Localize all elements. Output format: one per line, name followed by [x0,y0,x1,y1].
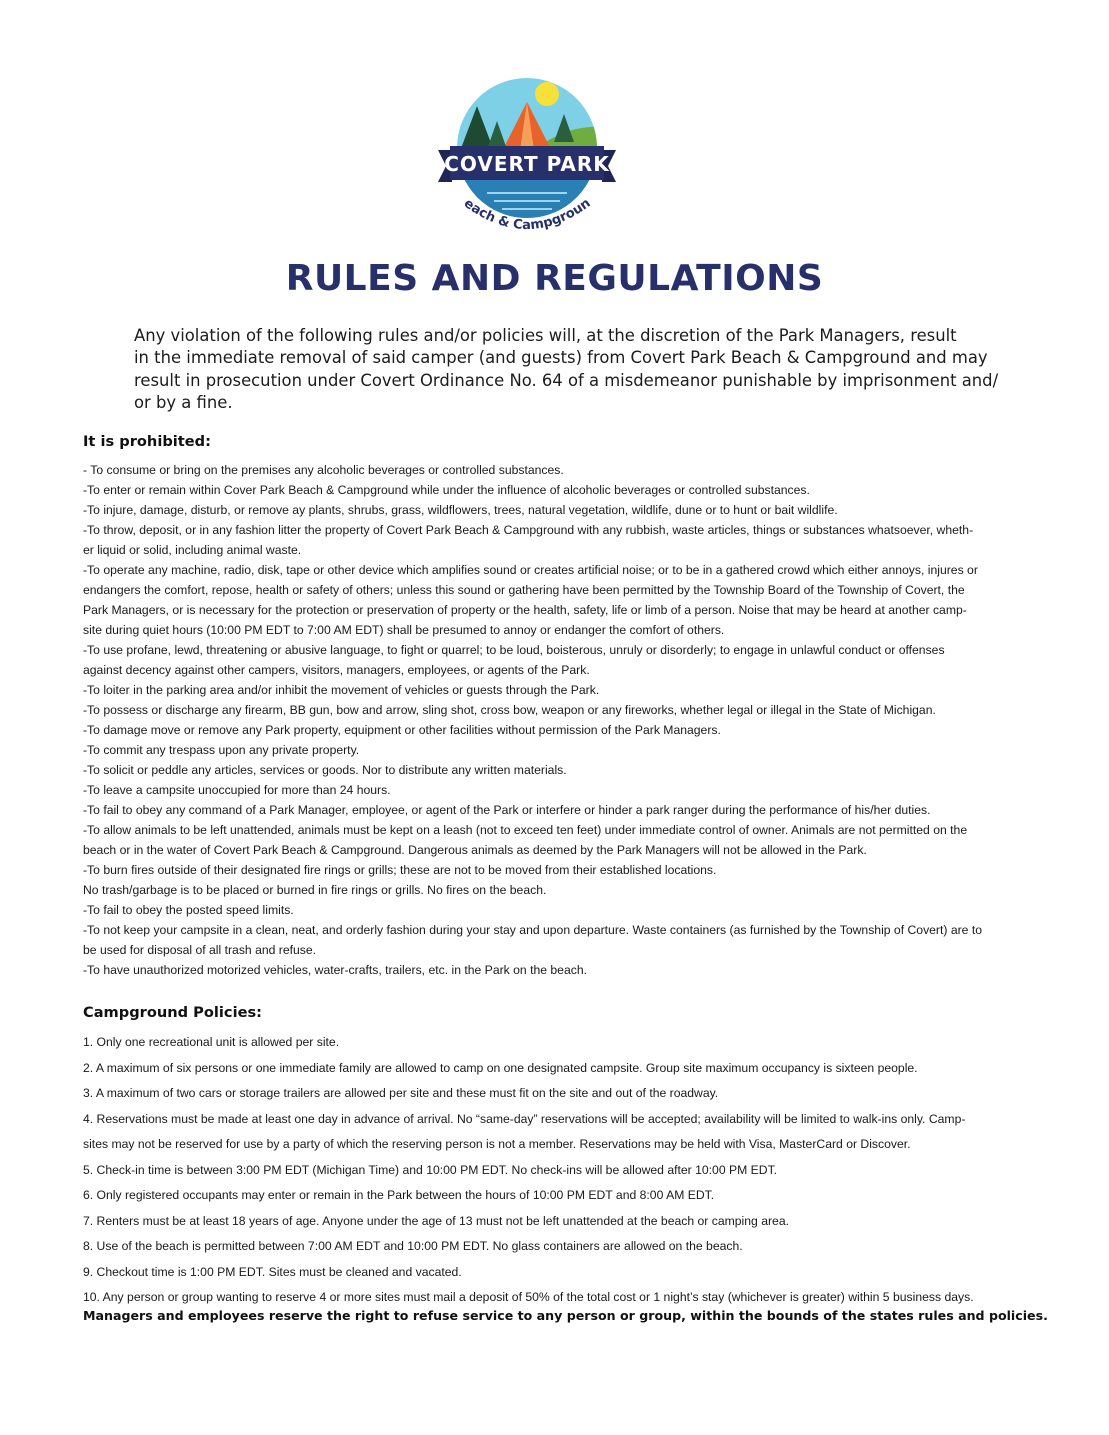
list-item: against decency against other campers, visitors, managers, employees, or agents of the Park. [83,663,590,677]
logo-tagline: each & Campgroun [460,195,594,234]
list-item: -To not keep your campsite in a clean, neat, and orderly fashion during your stay and upon departure. Waste containers (as furnished by the Township of Covert) are to [83,923,982,937]
page-title: RULES AND REGULATIONS [285,258,824,299]
list-item: -To loiter in the parking area and/or inhibit the movement of vehicles or guests through the Park. [83,683,600,697]
list-item: 2. A maximum of six persons or one immediate family are allowed to camp on one designated campsite. Group site maximum occupancy is sixteen people. [83,1060,918,1075]
list-item: be used for disposal of all trash and refuse. [83,943,317,957]
list-item: No trash/garbage is to be placed or burned in fire rings or grills. No fires on the beach. [83,883,547,897]
list-item: sites may not be reserved for use by a party of which the reserving person is not a member. Reservations may be held with Visa, MasterCard or Discover. [83,1137,911,1151]
list-item: -To have unauthorized motorized vehicles, water-crafts, trailers, etc. in the Park on the beach. [83,963,587,977]
list-item: - To consume or bring on the premises any alcoholic beverages or controlled substances. [83,463,564,477]
list-item: er liquid or solid, including animal waste. [83,543,302,557]
list-item: -To injure, damage, disturb, or remove ay plants, shrubs, grass, wildflowers, trees, natural vegetation, wildlife, dune or to hunt or bait wildlife. [83,503,838,517]
list-item: -To allow animals to be left unattended, animals must be kept on a leash (not to exceed ten feet) under immediate control of owner. Animals are not permitted on the [83,823,968,837]
intro-line: result in prosecution under Covert Ordinance No. 64 of a misdemeanor punishable by imprisonment and/ [134,370,999,390]
list-item: -To fail to obey the posted speed limits. [83,903,294,917]
list-item: 1. Only one recreational unit is allowed per site. [83,1035,340,1049]
prohibited-heading: It is prohibited: [83,433,211,450]
logo-name: COVERT PARK [444,152,610,176]
list-item: Park Managers, or is necessary for the protection or preservation of property or the health, safety, life or limb of a person. Noise that may be heard at another camp- [83,603,967,617]
covert-park-logo [432,76,622,246]
list-item: 6. Only registered occupants may enter or remain in the Park between the hours of 10:00 PM EDT and 8:00 AM EDT. [83,1188,715,1202]
intro-paragraph [134,325,999,414]
list-item: -To solicit or peddle any articles, services or goods. Nor to distribute any written materials. [83,763,567,777]
list-item: 5. Check-in time is between 3:00 PM EDT (Michigan Time) and 10:00 PM EDT. No check-ins will be allowed after 10:00 PM EDT. [83,1162,778,1177]
intro-line: in the immediate removal of said camper (and guests) from Covert Park Beach & Campground and may [134,348,988,368]
list-item: -To possess or discharge any firearm, BB gun, bow and arrow, sling shot, cross bow, weapon or any fireworks, whether legal or illegal in the State of Michigan. [83,703,936,717]
list-item: endangers the comfort, repose, health or safety of others; unless this sound or gathering have been permitted by the Township Board of the Township of Covert, the [83,583,965,597]
list-item: -To burn fires outside of their designated fire rings or grills; these are not to be moved from their established locations. [83,863,717,877]
list-item: site during quiet hours (10:00 PM EDT to 7:00 AM EDT) shall be presumed to annoy or endanger the comfort of others. [83,623,725,637]
list-item: -To leave a campsite unoccupied for more than 24 hours. [83,783,391,797]
list-item: -To damage move or remove any Park property, equipment or other facilities without permission of the Park Managers. [83,723,721,737]
list-item: -To enter or remain within Cover Park Beach & Campground while under the influence of alcoholic beverages or controlled substances. [83,483,810,497]
list-item: -To fail to obey any command of a Park Manager, employee, or agent of the Park or interfere or hinder a park ranger during the performance of his/her duties. [83,803,931,817]
intro-line: or by a fine. [134,392,233,412]
list-item: -To commit any trespass upon any private property. [83,743,360,757]
closing-statement: Managers and employees reserve the right to refuse service to any person or group, within the bounds of the states rules and policies. [83,1308,1048,1323]
list-item: 3. A maximum of two cars or storage trailers are allowed per site and these must fit on the site and out of the roadway. [83,1086,719,1100]
list-item: -To operate any machine, radio, disk, tape or other device which amplifies sound or creates artificial noise; or to be in a gathered crowd which either annoys, injures or [83,563,978,577]
list-item: 8. Use of the beach is permitted between 7:00 AM EDT and 10:00 PM EDT. No glass containers are allowed on the beach. [83,1239,743,1253]
list-item: 4. Reservations must be made at least one day in advance of arrival. No “same-day” reservations will be accepted; availability will be limited to walk-ins only. Camp- [83,1111,966,1126]
prohibited-list [83,460,1043,980]
list-item: -To use profane, lewd, threatening or abusive language, to fight or quarrel; to be loud, boisterous, unruly or disorderly; to engage in unlawful conduct or offenses [83,643,945,657]
intro-line: Any violation of the following rules and/or policies will, at the discretion of the Park Managers, result [134,326,957,345]
list-item: 9. Checkout time is 1:00 PM EDT. Sites must be cleaned and vacated. [83,1264,462,1279]
policies-heading: Campground Policies: [83,1004,262,1021]
list-item: 10. Any person or group wanting to reserve 4 or more sites must mail a deposit of 50% of the total cost or 1 night’s stay (whichever is greater) within 5 business days. [83,1290,974,1304]
list-item: -To throw, deposit, or in any fashion litter the property of Covert Park Beach & Campground with any rubbish, waste articles, things or substances whatsoever, wheth- [83,523,974,537]
list-item: 7. Renters must be at least 18 years of age. Anyone under the age of 13 must not be left unattended at the beach or camping area. [83,1213,789,1228]
policies-list [83,1030,1043,1311]
list-item: beach or in the water of Covert Park Beach & Campground. Dangerous animals as deemed by the Park Managers will not be allowed in the Park. [83,843,867,857]
